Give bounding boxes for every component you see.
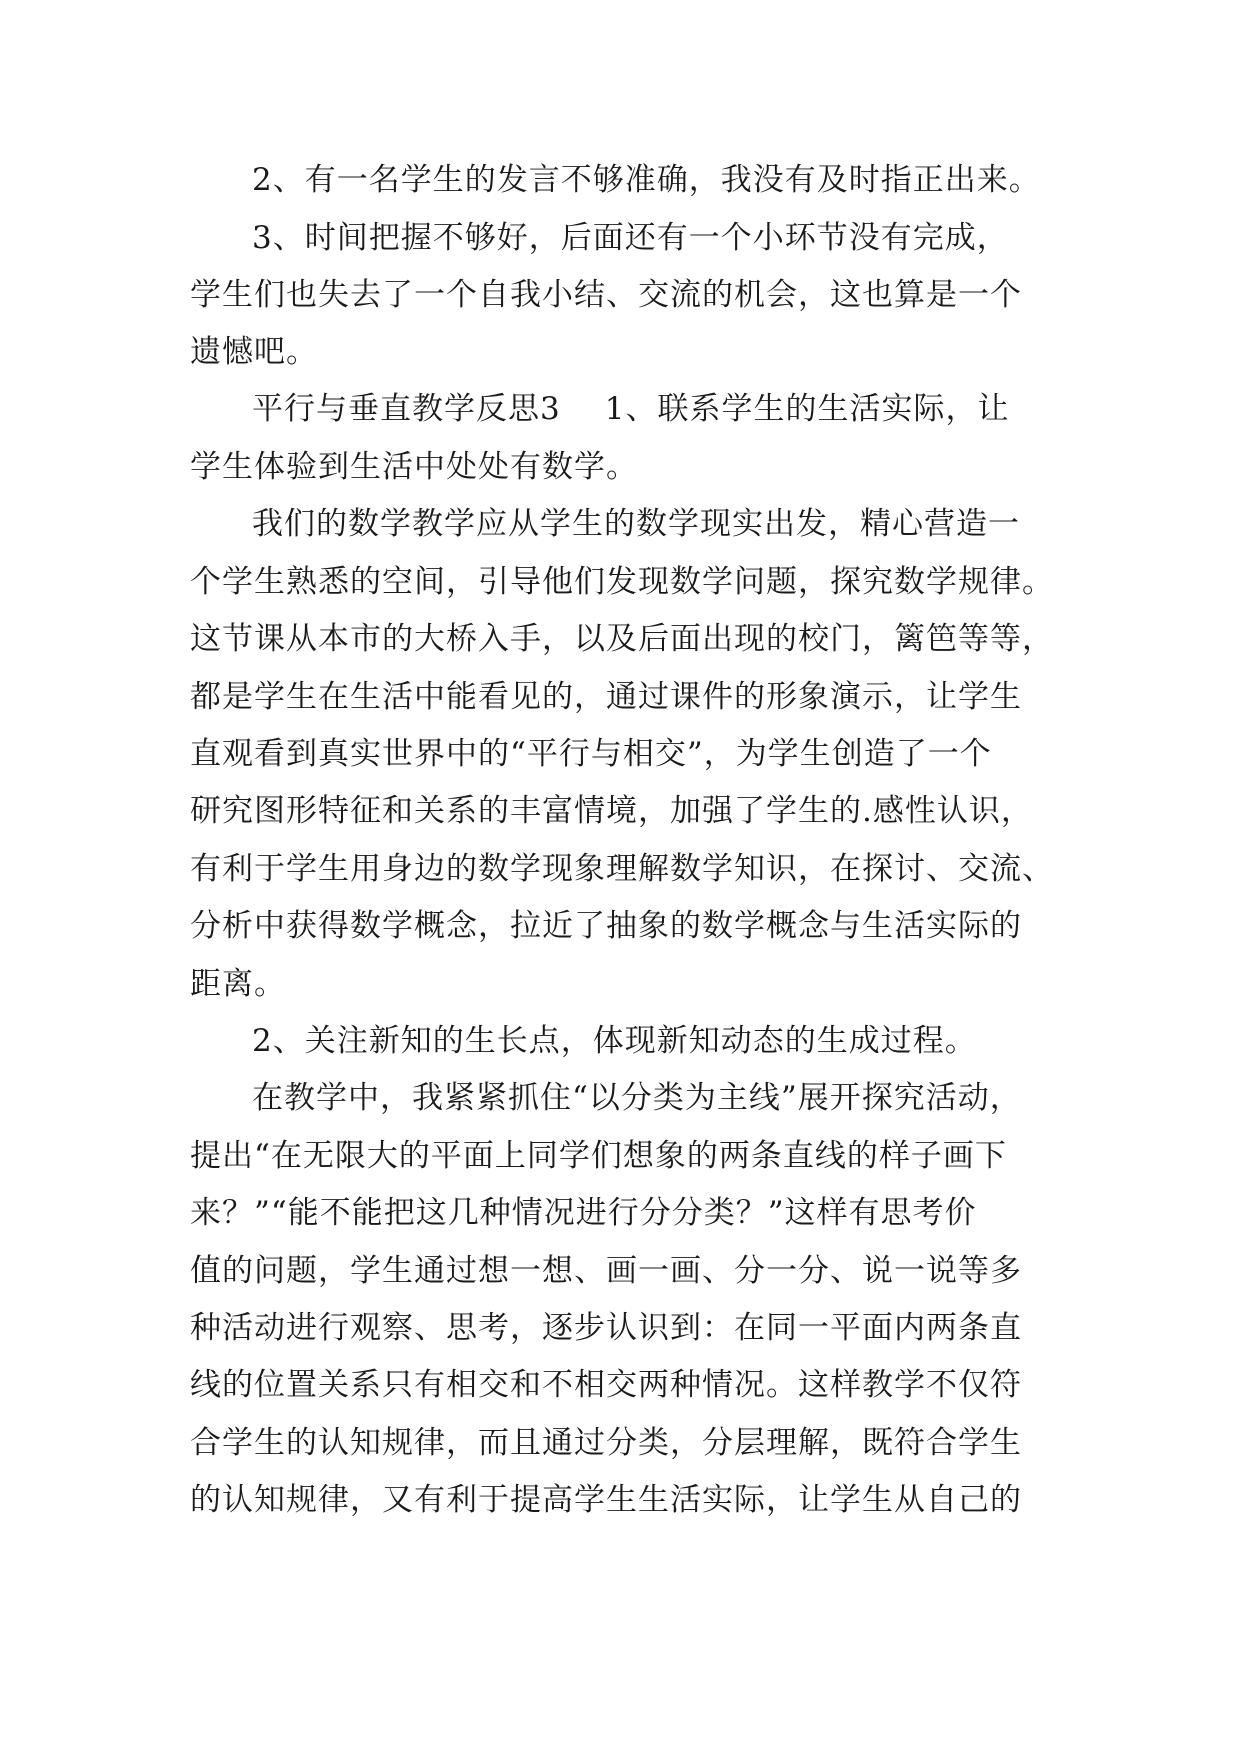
text-line: 来？”“能不能把这几种情况进行分分类？”这样有思考价: [190, 1195, 977, 1231]
text-line: 在教学中，我紧紧抓住“以分类为主线”展开探究活动，: [252, 1080, 1022, 1116]
section-heading-line: [252, 389, 1009, 429]
text-line: 遗憾吧。: [190, 334, 318, 370]
text-line: 都是学生在生活中能看见的，通过课件的形象演示，让学生: [190, 679, 1022, 715]
text-line-fragment: 1、联系学生的生活实际，让: [604, 391, 1010, 427]
section-heading: 平行与垂直教学反思3: [252, 391, 561, 427]
text-line: 种活动进行观察、思考，逐步认识到：在同一平面内两条直: [190, 1310, 1022, 1346]
text-line: 分析中获得数学概念，拉近了抽象的数学概念与生活实际的: [190, 908, 1022, 944]
text-line: 研究图形特征和关系的丰富情境，加强了学生的.感性认识，: [190, 793, 1033, 829]
text-line: 学生们也失去了一个自我小结、交流的机会，这也算是一个: [190, 277, 1022, 313]
text-line: 直观看到真实世界中的“平行与相交”，为学生创造了一个: [190, 736, 992, 772]
text-line: 值的问题，学生通过想一想、画一画、分一分、说一说等多: [190, 1253, 1022, 1289]
text-line: 距离。: [190, 966, 286, 1002]
text-line: 我们的数学教学应从学生的数学现实出发，精心营造一: [252, 506, 1020, 542]
text-line: 个学生熟悉的空间，引导他们发现数学问题，探究数学规律。: [190, 564, 1054, 600]
text-line: 有利于学生用身边的数学现象理解数学知识，在探讨、交流、: [190, 851, 1054, 887]
text-line: 3、时间把握不够好，后面还有一个小环节没有完成，: [252, 220, 1009, 256]
text-line: 这节课从本市的大桥入手，以及后面出现的校门，篱笆等等，: [190, 621, 1054, 657]
text-line: 合学生的认知规律，而且通过分类，分层理解，既符合学生: [190, 1425, 1022, 1461]
text-line: 2、关注新知的生长点，体现新知动态的生成过程。: [252, 1023, 977, 1059]
text-line: 提出“在无限大的平面上同学们想象的两条直线的样子画下: [190, 1138, 1007, 1174]
text-line: 线的位置关系只有相交和不相交两种情况。这样教学不仅符: [190, 1367, 1022, 1403]
text-line: 2、有一名学生的发言不够准确，我没有及时指正出来。: [252, 162, 1041, 198]
text-line: 学生体验到生活中处处有数学。: [190, 449, 638, 485]
text-line: 的认知规律，又有利于提高学生生活实际，让学生从自己的: [190, 1482, 1022, 1518]
